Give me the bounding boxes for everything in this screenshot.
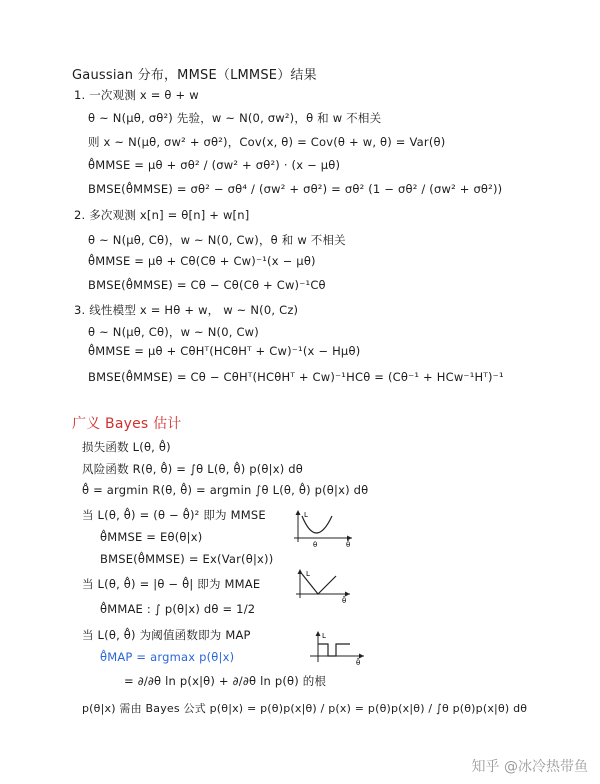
squared-loss-plot xyxy=(286,508,356,548)
map-estimator: θ̂MAP = argmax p(θ|x) xyxy=(100,650,235,664)
s2-heading: 2. 多次观测 x[n] = θ[n] + w[n] xyxy=(74,208,250,222)
s3-line1: θ ~ N(μθ, Cθ)，w ~ N(0, Cw) xyxy=(88,325,259,339)
mmae-estimator: θ̂MMAE : ∫ p(θ|x) dθ = 1/2 xyxy=(100,602,256,616)
mmse-estimator: θ̂MMSE = Eθ(θ|x) xyxy=(100,530,203,544)
map-root: = ∂/∂θ ln p(x|θ) + ∂/∂θ ln p(θ) 的根 xyxy=(124,674,327,688)
threshold-loss-plot xyxy=(306,630,366,666)
threshold-plot-L-label: L xyxy=(322,632,326,640)
s3-line3: BMSE(θ̂MMSE) = Cθ − CθHᵀ(HCθHᵀ + Cw)⁻¹HCθ = (Cθ⁻¹ + HCw⁻¹Hᵀ)⁻¹ xyxy=(88,370,504,384)
squared-plot-thetahat-label: θ̂ xyxy=(346,541,351,548)
bayes-loss: 损失函数 L(θ, θ̂) xyxy=(82,440,171,454)
mmae-condition: 当 L(θ, θ̂) = |θ − θ̂| 即为 MMAE xyxy=(82,577,261,591)
squared-plot-theta-label: θ xyxy=(313,541,318,548)
bayes-risk: 风险函数 R(θ, θ̂) = ∫θ L(θ, θ̂) p(θ|x) dθ xyxy=(82,462,304,476)
s2-line1: θ ~ N(μθ, Cθ)，w ~ N(0, Cw)，θ 和 w 不相关 xyxy=(88,233,346,247)
watermark: 知乎 @冰冷热带鱼 xyxy=(471,759,588,775)
s1-heading: 1. 一次观测 x = θ + w xyxy=(74,88,199,102)
s2-line2: θ̂MMSE = μθ + Cθ(Cθ + Cw)⁻¹(x − μθ) xyxy=(88,254,316,268)
absolute-loss-plot xyxy=(290,568,352,604)
s1-line4: BMSE(θ̂MMSE) = σθ² − σθ⁴ / (σw² + σθ²) = σθ² (1 − σθ² / (σw² + σθ²)) xyxy=(88,182,503,196)
threshold-plot-thetahat-label: θ̂ xyxy=(356,659,361,666)
s1-line1: θ ~ N(μθ, σθ²) 先验，w ~ N(0, σw²)，θ 和 w 不相关 xyxy=(88,111,382,125)
squared-plot-L-label: L xyxy=(304,511,308,519)
absolute-plot-thetahat-label: θ̂ xyxy=(342,597,347,604)
s3-heading: 3. 线性模型 x = Hθ + w， w ~ N(0, Cz) xyxy=(74,303,299,317)
mmse-condition: 当 L(θ, θ̂) = (θ − θ̂)² 即为 MMSE xyxy=(82,508,266,522)
posterior-formula: p(θ|x) 需由 Bayes 公式 p(θ|x) = p(θ)p(x|θ) / p(x) = p(θ)p(x|θ) / ∫θ p(θ)p(x|θ) dθ xyxy=(82,702,528,715)
absolute-plot-L-label: L xyxy=(306,570,310,578)
map-condition: 当 L(θ, θ̂) 为阈值函数即为 MAP xyxy=(82,628,251,642)
s1-line3: θ̂MMSE = μθ + σθ² / (σw² + σθ²) · (x − μθ) xyxy=(88,158,341,172)
bayes-argmin: θ̂ = argmin R(θ, θ̂) = argmin ∫θ L(θ, θ̂) p(θ|x) dθ xyxy=(82,483,369,497)
mmse-bmse: BMSE(θ̂MMSE) = Ex(Var(θ|x)) xyxy=(100,552,274,566)
bayes-heading: 广义 Bayes 估计 xyxy=(72,416,182,432)
s3-line2: θ̂MMSE = μθ + CθHᵀ(HCθHᵀ + Cw)⁻¹(x − Hμθ) xyxy=(88,344,361,358)
title: Gaussian 分布，MMSE（LMMSE）结果 xyxy=(72,68,317,83)
s2-line3: BMSE(θ̂MMSE) = Cθ − Cθ(Cθ + Cw)⁻¹Cθ xyxy=(88,278,326,292)
s1-line2: 则 x ~ N(μθ, σw² + σθ²)，Cov(x, θ) = Cov(θ + w, θ) = Var(θ) xyxy=(88,135,446,149)
